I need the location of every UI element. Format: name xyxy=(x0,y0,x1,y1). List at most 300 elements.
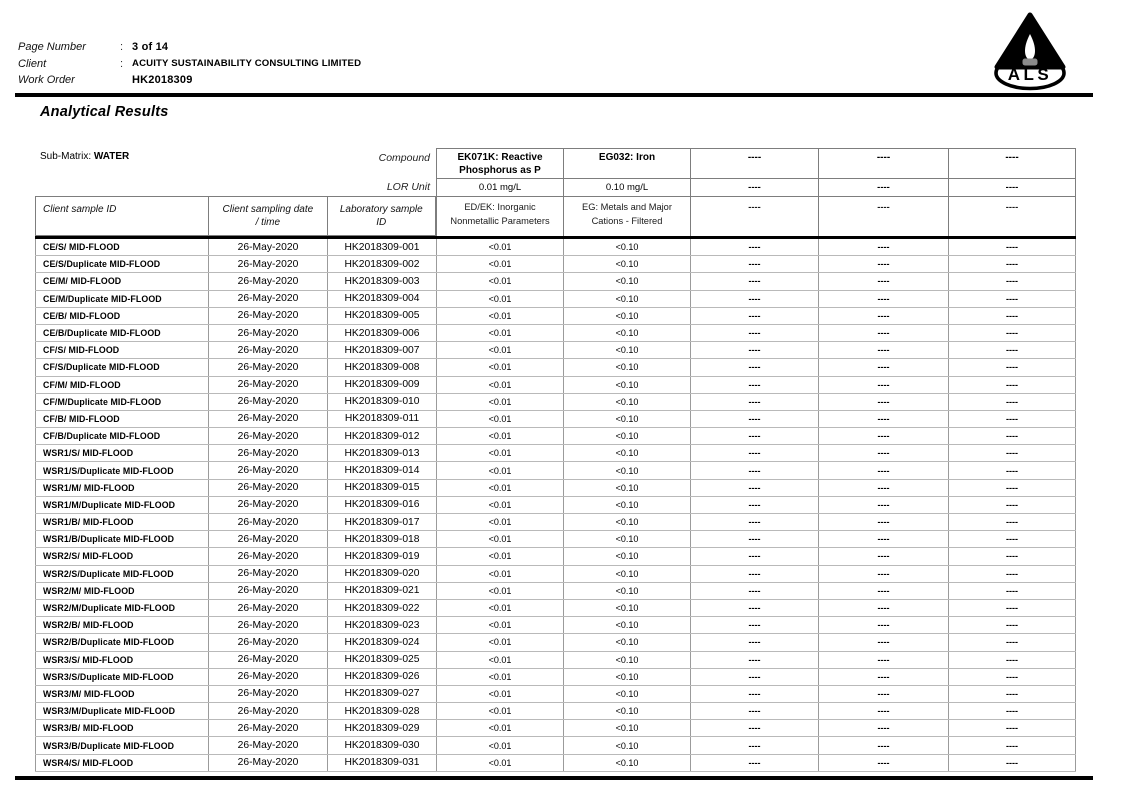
sampling-date-cell: 26-May-2020 xyxy=(208,256,327,272)
result-value-cell: ---- xyxy=(690,703,818,719)
compound-name xyxy=(691,149,818,179)
compound-name xyxy=(949,149,1075,179)
result-value-cell: <0.10 xyxy=(563,583,690,599)
sampling-date-cell: 26-May-2020 xyxy=(208,394,327,410)
sampling-date-cell: 26-May-2020 xyxy=(208,566,327,582)
result-value-cell: ---- xyxy=(818,669,948,685)
result-value-cell: <0.10 xyxy=(563,737,690,753)
sample-id-cell: CF/M/Duplicate MID-FLOOD xyxy=(35,394,208,410)
result-value-cell: ---- xyxy=(948,256,1076,272)
result-value-cell: ---- xyxy=(690,652,818,668)
result-value-cell: ---- xyxy=(690,394,818,410)
result-value-cell: ---- xyxy=(948,531,1076,547)
result-value-cell: ---- xyxy=(948,652,1076,668)
result-value-cell: <0.10 xyxy=(563,600,690,616)
text-line: Client sample ID xyxy=(43,204,117,215)
result-value-cell: <0.10 xyxy=(563,411,690,427)
result-value-cell: ---- xyxy=(948,308,1076,324)
result-value-cell: ---- xyxy=(818,737,948,753)
result-value-cell: ---- xyxy=(690,617,818,633)
compound-lor-unit: 0.10 mg/L xyxy=(564,179,690,197)
sampling-date-cell: 26-May-2020 xyxy=(208,669,327,685)
sample-id-cell: WSR3/S/Duplicate MID-FLOOD xyxy=(35,669,208,685)
result-value-cell: <0.10 xyxy=(563,308,690,324)
result-value-cell: ---- xyxy=(690,686,818,702)
result-value-cell: <0.10 xyxy=(563,548,690,564)
compound-name xyxy=(819,149,948,179)
lab-sample-id-cell: HK2018309-001 xyxy=(327,239,436,255)
text-line: / time xyxy=(255,217,281,228)
table-row xyxy=(35,411,1076,428)
result-value-cell: <0.10 xyxy=(563,239,690,255)
table-row xyxy=(35,462,1076,479)
sample-id-cell: WSR2/M/Duplicate MID-FLOOD xyxy=(35,600,208,616)
result-value-cell: <0.01 xyxy=(436,600,563,616)
text-line: ID xyxy=(376,217,387,228)
table-row xyxy=(35,566,1076,583)
table-row xyxy=(35,514,1076,531)
document-header xyxy=(18,39,361,89)
text-line: Cations - Filtered xyxy=(591,216,663,226)
result-value-cell: ---- xyxy=(818,531,948,547)
lab-sample-id-cell: HK2018309-002 xyxy=(327,256,436,272)
result-value-cell: ---- xyxy=(948,239,1076,255)
sampling-date-cell: 26-May-2020 xyxy=(208,600,327,616)
text-line: ---- xyxy=(877,202,890,212)
sample-id-headers xyxy=(35,196,436,236)
result-value-cell: <0.10 xyxy=(563,514,690,530)
result-value-cell: <0.10 xyxy=(563,273,690,289)
result-value-cell: ---- xyxy=(818,652,948,668)
result-value-cell: ---- xyxy=(948,411,1076,427)
result-value-cell: <0.01 xyxy=(436,342,563,358)
table-row xyxy=(35,256,1076,273)
result-value-cell: ---- xyxy=(690,256,818,272)
result-value-cell: ---- xyxy=(690,273,818,289)
result-value-cell: <0.10 xyxy=(563,497,690,513)
result-value-cell: ---- xyxy=(948,686,1076,702)
result-value-cell: <0.01 xyxy=(436,652,563,668)
result-value-cell: ---- xyxy=(690,480,818,496)
text-line: ---- xyxy=(1005,152,1019,163)
result-value-cell: ---- xyxy=(818,514,948,530)
result-value-cell: ---- xyxy=(818,617,948,633)
result-value-cell: ---- xyxy=(690,377,818,393)
sampling-date-cell: 26-May-2020 xyxy=(208,652,327,668)
result-value-cell: ---- xyxy=(818,583,948,599)
compound-header-column xyxy=(818,148,949,237)
lab-sample-id-cell: HK2018309-022 xyxy=(327,600,436,616)
result-value-cell: ---- xyxy=(690,497,818,513)
result-value-cell: ---- xyxy=(690,445,818,461)
result-value-cell: <0.10 xyxy=(563,703,690,719)
sample-id-cell: WSR3/B/ MID-FLOOD xyxy=(35,720,208,736)
header-field-row xyxy=(18,56,361,73)
table-row xyxy=(35,652,1076,669)
sampling-date-cell: 26-May-2020 xyxy=(208,497,327,513)
lab-sample-id-cell: HK2018309-018 xyxy=(327,531,436,547)
result-value-cell: ---- xyxy=(948,600,1076,616)
table-row xyxy=(35,239,1076,256)
lab-sample-id-cell: HK2018309-014 xyxy=(327,462,436,478)
result-value-cell: ---- xyxy=(948,566,1076,582)
result-value-cell: ---- xyxy=(948,291,1076,307)
result-value-cell: ---- xyxy=(818,480,948,496)
result-value-cell: <0.10 xyxy=(563,342,690,358)
result-value-cell: <0.10 xyxy=(563,652,690,668)
result-value-cell: ---- xyxy=(818,548,948,564)
sample-id-cell: WSR2/S/Duplicate MID-FLOOD xyxy=(35,566,208,582)
sample-id-cell: WSR3/M/ MID-FLOOD xyxy=(35,686,208,702)
table-row xyxy=(35,273,1076,290)
compound-header-column xyxy=(690,148,819,237)
result-value-cell: ---- xyxy=(948,325,1076,341)
table-row xyxy=(35,720,1076,737)
compound-method-group xyxy=(819,197,948,236)
result-value-cell: ---- xyxy=(690,583,818,599)
result-value-cell: ---- xyxy=(690,566,818,582)
sampling-date-cell: 26-May-2020 xyxy=(208,548,327,564)
text-line: ---- xyxy=(876,152,891,163)
result-value-cell: <0.10 xyxy=(563,531,690,547)
result-value-cell: <0.10 xyxy=(563,720,690,736)
sample-id-cell: WSR1/S/Duplicate MID-FLOOD xyxy=(35,462,208,478)
table-row xyxy=(35,377,1076,394)
result-value-cell: ---- xyxy=(948,342,1076,358)
sampling-date-cell: 26-May-2020 xyxy=(208,273,327,289)
result-value-cell: ---- xyxy=(948,617,1076,633)
id-column-header xyxy=(208,197,326,235)
sample-id-cell: WSR1/S/ MID-FLOOD xyxy=(35,445,208,461)
sample-id-cell: CE/M/ MID-FLOOD xyxy=(35,273,208,289)
result-value-cell: <0.10 xyxy=(563,428,690,444)
table-row xyxy=(35,737,1076,754)
result-value-cell: <0.01 xyxy=(436,703,563,719)
table-row xyxy=(35,548,1076,565)
sampling-date-cell: 26-May-2020 xyxy=(208,634,327,650)
lab-sample-id-cell: HK2018309-020 xyxy=(327,566,436,582)
result-value-cell: ---- xyxy=(818,394,948,410)
lab-sample-id-cell: HK2018309-016 xyxy=(327,497,436,513)
table-row xyxy=(35,634,1076,651)
lab-sample-id-cell: HK2018309-007 xyxy=(327,342,436,358)
compound-method-group xyxy=(564,197,690,236)
sampling-date-cell: 26-May-2020 xyxy=(208,755,327,771)
result-value-cell: <0.01 xyxy=(436,720,563,736)
table-row xyxy=(35,669,1076,686)
result-value-cell: ---- xyxy=(818,703,948,719)
lab-sample-id-cell: HK2018309-003 xyxy=(327,273,436,289)
result-value-cell: ---- xyxy=(818,634,948,650)
table-row xyxy=(35,600,1076,617)
result-value-cell: <0.01 xyxy=(436,514,563,530)
compound-lor-unit: ---- xyxy=(949,179,1075,197)
result-value-cell: <0.01 xyxy=(436,462,563,478)
sample-id-cell: WSR3/S/ MID-FLOOD xyxy=(35,652,208,668)
table-row xyxy=(35,703,1076,720)
sampling-date-cell: 26-May-2020 xyxy=(208,583,327,599)
lab-sample-id-cell: HK2018309-021 xyxy=(327,583,436,599)
result-value-cell: ---- xyxy=(818,342,948,358)
lab-sample-id-cell: HK2018309-009 xyxy=(327,377,436,393)
result-value-cell: ---- xyxy=(818,256,948,272)
table-row xyxy=(35,325,1076,342)
result-value-cell: ---- xyxy=(948,720,1076,736)
result-value-cell: ---- xyxy=(690,462,818,478)
result-value-cell: ---- xyxy=(818,239,948,255)
result-value-cell: ---- xyxy=(818,411,948,427)
result-value-cell: ---- xyxy=(818,359,948,375)
lab-sample-id-cell: HK2018309-015 xyxy=(327,480,436,496)
result-value-cell: <0.01 xyxy=(436,548,563,564)
result-value-cell: <0.01 xyxy=(436,377,563,393)
result-value-cell: <0.10 xyxy=(563,291,690,307)
result-value-cell: <0.01 xyxy=(436,617,563,633)
lab-sample-id-cell: HK2018309-019 xyxy=(327,548,436,564)
table-row xyxy=(35,686,1076,703)
result-value-cell: ---- xyxy=(818,600,948,616)
result-value-cell: ---- xyxy=(690,428,818,444)
header-field-value: HK2018309 xyxy=(132,74,193,87)
text-line: EG: Metals and Major xyxy=(582,202,672,212)
compound-name xyxy=(437,149,563,179)
lab-sample-id-cell: HK2018309-027 xyxy=(327,686,436,702)
result-value-cell: <0.01 xyxy=(436,531,563,547)
lab-sample-id-cell: HK2018309-004 xyxy=(327,291,436,307)
sampling-date-cell: 26-May-2020 xyxy=(208,686,327,702)
result-value-cell: ---- xyxy=(948,480,1076,496)
result-value-cell: <0.10 xyxy=(563,394,690,410)
compound-lor-unit: 0.01 mg/L xyxy=(437,179,563,197)
result-value-cell: <0.10 xyxy=(563,617,690,633)
lab-sample-id-cell: HK2018309-005 xyxy=(327,308,436,324)
sampling-date-cell: 26-May-2020 xyxy=(208,480,327,496)
result-value-cell: ---- xyxy=(818,445,948,461)
result-value-cell: ---- xyxy=(948,428,1076,444)
result-value-cell: ---- xyxy=(690,291,818,307)
result-value-cell: <0.10 xyxy=(563,325,690,341)
result-value-cell: ---- xyxy=(948,359,1076,375)
result-value-cell: ---- xyxy=(690,411,818,427)
result-value-cell: ---- xyxy=(818,566,948,582)
result-value-cell: ---- xyxy=(818,686,948,702)
sampling-date-cell: 26-May-2020 xyxy=(208,308,327,324)
result-value-cell: <0.01 xyxy=(436,411,563,427)
sampling-date-cell: 26-May-2020 xyxy=(208,531,327,547)
result-value-cell: <0.10 xyxy=(563,480,690,496)
result-value-cell: ---- xyxy=(690,737,818,753)
result-value-cell: ---- xyxy=(690,634,818,650)
result-value-cell: <0.01 xyxy=(436,480,563,496)
als-logo-icon xyxy=(993,10,1093,92)
result-value-cell: <0.10 xyxy=(563,462,690,478)
result-value-cell: <0.10 xyxy=(563,359,690,375)
lab-sample-id-cell: HK2018309-011 xyxy=(327,411,436,427)
lab-sample-id-cell: HK2018309-006 xyxy=(327,325,436,341)
result-value-cell: <0.01 xyxy=(436,686,563,702)
header-field-colon: : xyxy=(120,57,124,70)
sample-id-cell: WSR2/B/ MID-FLOOD xyxy=(35,617,208,633)
result-value-cell: ---- xyxy=(948,755,1076,771)
compound-lor-unit: ---- xyxy=(691,179,818,197)
table-row xyxy=(35,291,1076,308)
result-value-cell: ---- xyxy=(818,325,948,341)
sampling-date-cell: 26-May-2020 xyxy=(208,737,327,753)
table-row xyxy=(35,617,1076,634)
result-value-cell: <0.01 xyxy=(436,737,563,753)
sample-id-cell: WSR4/S/ MID-FLOOD xyxy=(35,755,208,771)
sample-id-cell: CF/S/Duplicate MID-FLOOD xyxy=(35,359,208,375)
text-line: ---- xyxy=(748,202,761,212)
sub-matrix-value: WATER xyxy=(93,151,130,162)
text-line: EG032: Iron xyxy=(598,152,656,163)
result-value-cell: <0.01 xyxy=(436,634,563,650)
table-row xyxy=(35,583,1076,600)
result-value-cell: ---- xyxy=(690,548,818,564)
sampling-date-cell: 26-May-2020 xyxy=(208,720,327,736)
result-value-cell: <0.01 xyxy=(436,325,563,341)
result-value-cell: <0.10 xyxy=(563,445,690,461)
result-value-cell: <0.01 xyxy=(436,669,563,685)
sampling-date-cell: 26-May-2020 xyxy=(208,462,327,478)
result-value-cell: ---- xyxy=(818,291,948,307)
sampling-date-cell: 26-May-2020 xyxy=(208,514,327,530)
lab-sample-id-cell: HK2018309-031 xyxy=(327,755,436,771)
result-value-cell: <0.01 xyxy=(436,394,563,410)
result-value-cell: ---- xyxy=(948,445,1076,461)
result-value-cell: ---- xyxy=(948,497,1076,513)
result-value-cell: <0.10 xyxy=(563,669,690,685)
result-value-cell: <0.01 xyxy=(436,308,563,324)
sample-id-cell: WSR1/M/ MID-FLOOD xyxy=(35,480,208,496)
lab-sample-id-cell: HK2018309-025 xyxy=(327,652,436,668)
result-value-cell: <0.10 xyxy=(563,377,690,393)
result-value-cell: <0.10 xyxy=(563,634,690,650)
header-field-value: ACUITY SUSTAINABILITY CONSULTING LIMITED xyxy=(132,58,362,70)
sample-id-cell: WSR2/B/Duplicate MID-FLOOD xyxy=(35,634,208,650)
header-field-row xyxy=(18,39,361,56)
lab-sample-id-cell: HK2018309-026 xyxy=(327,669,436,685)
text-line: ---- xyxy=(1005,202,1019,212)
lab-sample-id-cell: HK2018309-028 xyxy=(327,703,436,719)
result-value-cell: ---- xyxy=(690,600,818,616)
sample-id-cell: CF/M/ MID-FLOOD xyxy=(35,377,208,393)
result-value-cell: <0.01 xyxy=(436,445,563,461)
als-logo xyxy=(993,10,1093,92)
table-row xyxy=(35,497,1076,514)
table-row xyxy=(35,480,1076,497)
result-value-cell: ---- xyxy=(690,720,818,736)
section-title: Analytical Results xyxy=(40,104,169,120)
header-field-colon: : xyxy=(120,41,124,54)
result-value-cell: ---- xyxy=(948,703,1076,719)
result-value-cell: <0.01 xyxy=(436,359,563,375)
result-value-cell: ---- xyxy=(948,583,1076,599)
header-field-label: Work Order xyxy=(18,74,75,87)
header-divider xyxy=(15,93,1093,97)
lab-sample-id-cell: HK2018309-013 xyxy=(327,445,436,461)
result-value-cell: ---- xyxy=(690,359,818,375)
table-row xyxy=(35,342,1076,359)
sampling-date-cell: 26-May-2020 xyxy=(208,325,327,341)
table-row xyxy=(35,394,1076,411)
result-value-cell: <0.10 xyxy=(563,566,690,582)
result-value-cell: ---- xyxy=(818,377,948,393)
lab-sample-id-cell: HK2018309-010 xyxy=(327,394,436,410)
result-value-cell: ---- xyxy=(948,669,1076,685)
sampling-date-cell: 26-May-2020 xyxy=(208,445,327,461)
sampling-date-cell: 26-May-2020 xyxy=(208,291,327,307)
result-value-cell: <0.01 xyxy=(436,291,563,307)
lab-sample-id-cell: HK2018309-024 xyxy=(327,634,436,650)
sub-matrix-label: Sub-Matrix: xyxy=(40,151,92,162)
lab-sample-id-cell: HK2018309-030 xyxy=(327,737,436,753)
compound-row-label: Compound xyxy=(378,152,430,164)
compound-name xyxy=(564,149,690,179)
sample-id-cell: CF/S/ MID-FLOOD xyxy=(35,342,208,358)
result-value-cell: <0.01 xyxy=(436,583,563,599)
compound-method-group xyxy=(949,197,1075,236)
result-value-cell: <0.01 xyxy=(436,755,563,771)
table-row xyxy=(35,445,1076,462)
result-value-cell: <0.01 xyxy=(436,497,563,513)
result-value-cell: ---- xyxy=(948,273,1076,289)
sample-id-cell: WSR1/B/ MID-FLOOD xyxy=(35,514,208,530)
sample-id-cell: WSR1/B/Duplicate MID-FLOOD xyxy=(35,531,208,547)
als-logo-text: ALS xyxy=(1007,65,1053,84)
sampling-date-cell: 26-May-2020 xyxy=(208,703,327,719)
result-value-cell: <0.10 xyxy=(563,256,690,272)
compound-header-column xyxy=(948,148,1076,237)
sample-id-cell: WSR3/B/Duplicate MID-FLOOD xyxy=(35,737,208,753)
id-column-header xyxy=(36,197,208,235)
sample-id-cell: WSR2/M/ MID-FLOOD xyxy=(35,583,208,599)
table-row xyxy=(35,308,1076,325)
compound-header-column xyxy=(436,148,564,237)
result-value-cell: <0.10 xyxy=(563,755,690,771)
result-value-cell: ---- xyxy=(948,737,1076,753)
sample-id-cell: CE/B/ MID-FLOOD xyxy=(35,308,208,324)
result-value-cell: ---- xyxy=(818,308,948,324)
lab-sample-id-cell: HK2018309-017 xyxy=(327,514,436,530)
result-value-cell: <0.10 xyxy=(563,686,690,702)
result-value-cell: ---- xyxy=(818,462,948,478)
result-value-cell: <0.01 xyxy=(436,566,563,582)
sample-id-cell: WSR3/M/Duplicate MID-FLOOD xyxy=(35,703,208,719)
result-value-cell: ---- xyxy=(818,273,948,289)
result-value-cell: ---- xyxy=(818,720,948,736)
table-row xyxy=(35,755,1076,772)
result-value-cell: ---- xyxy=(690,325,818,341)
text-line: Laboratory sample xyxy=(339,204,423,215)
lab-sample-id-cell: HK2018309-008 xyxy=(327,359,436,375)
id-column-header xyxy=(327,197,435,235)
lab-sample-id-cell: HK2018309-012 xyxy=(327,428,436,444)
result-value-cell: ---- xyxy=(690,669,818,685)
result-value-cell: <0.01 xyxy=(436,428,563,444)
table-row xyxy=(35,428,1076,445)
result-value-cell: ---- xyxy=(818,428,948,444)
text-line: Nonmetallic Parameters xyxy=(450,216,550,226)
results-table-body xyxy=(35,239,1076,772)
result-value-cell: ---- xyxy=(948,514,1076,530)
header-field-label: Client xyxy=(18,57,47,70)
sample-id-cell: WSR2/S/ MID-FLOOD xyxy=(35,548,208,564)
sample-id-cell: CE/S/Duplicate MID-FLOOD xyxy=(35,256,208,272)
result-value-cell: <0.01 xyxy=(436,239,563,255)
lor-unit-row-label: LOR Unit xyxy=(386,181,430,193)
table-row xyxy=(35,359,1076,376)
